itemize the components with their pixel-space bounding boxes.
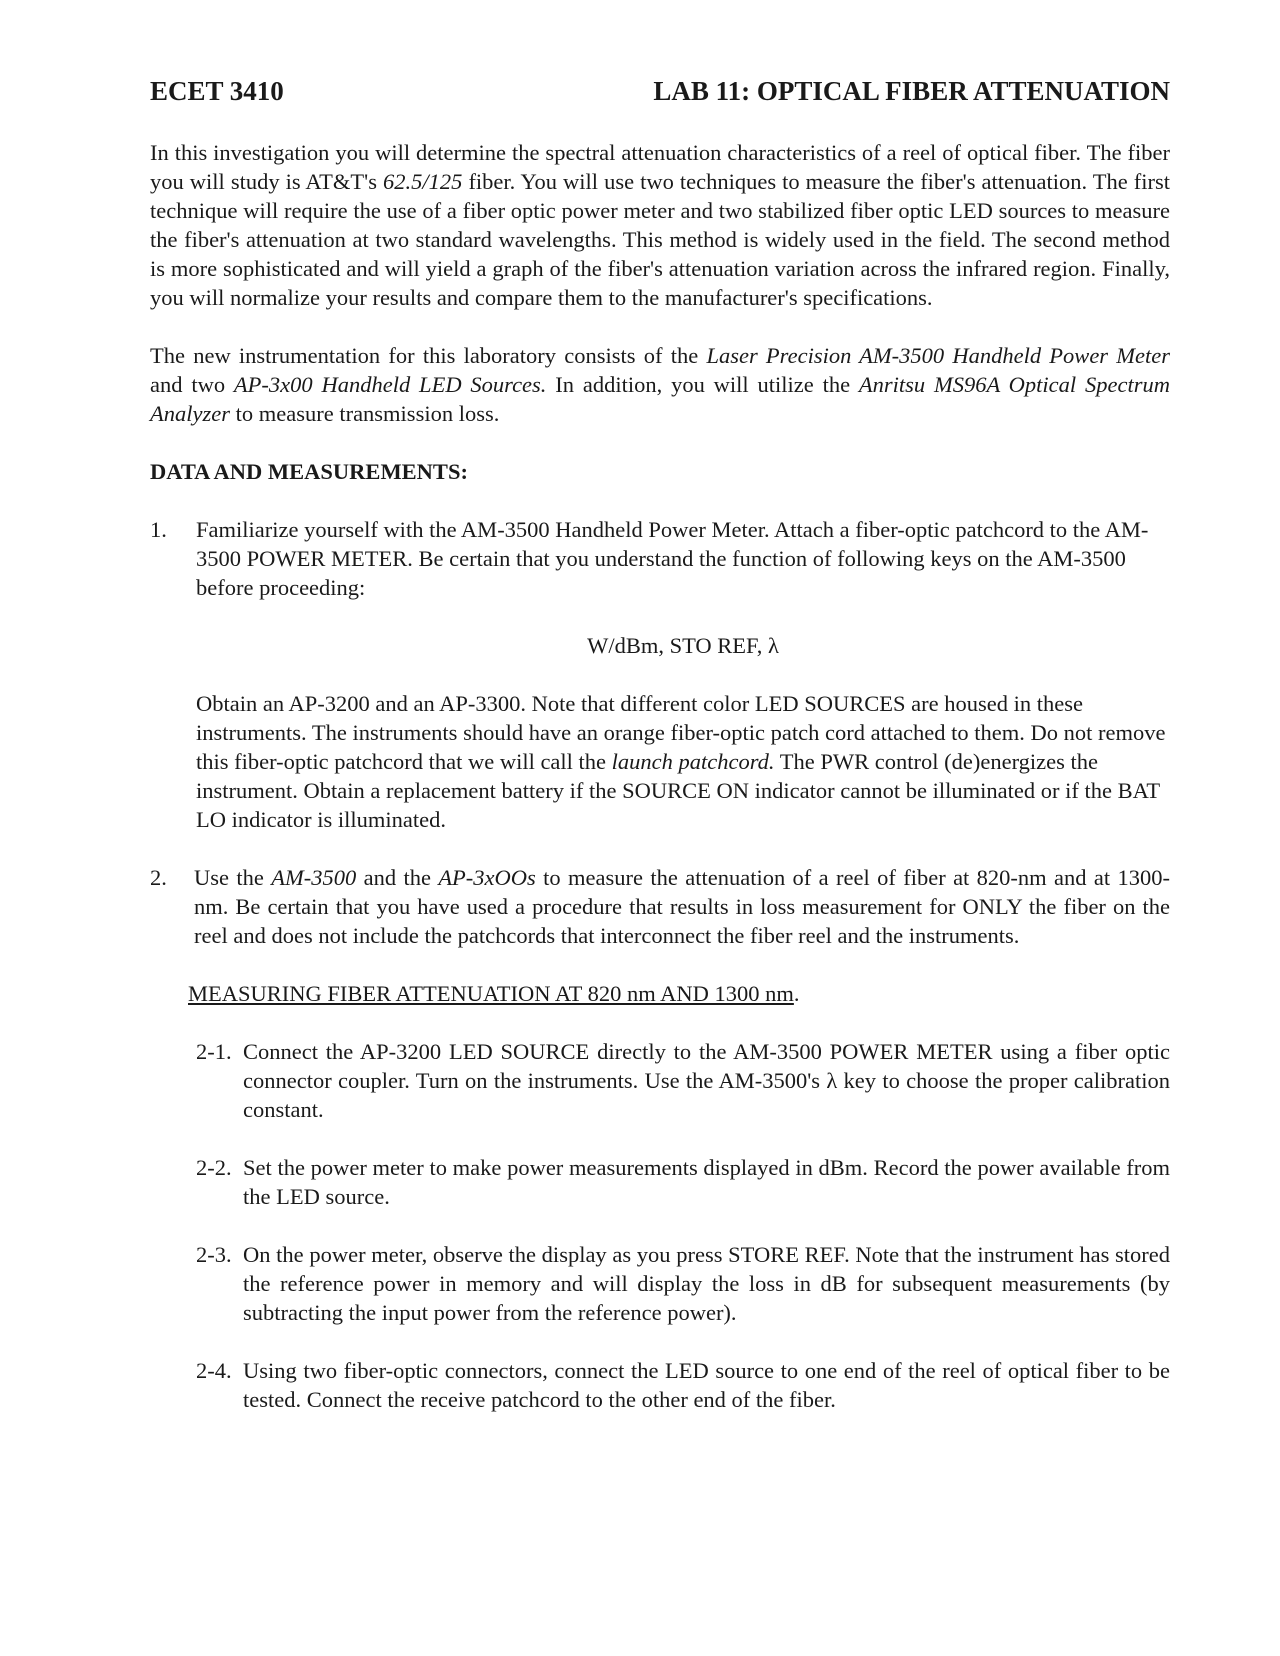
intro-text: fiber. You will use two techniques to measure the fiber's attenuation. The first technique will require the use of a fiber optic power meter and two stabilized fiber optic LED sources to measure the fiber's attenuation at two standard wavelengths. This method is widely used in the field. The second method is more sophisticated and will yield a graph of the fiber's attenuation variation across the infrared region. Finally, you will normalize your results and compare them to the manufacturer's specifications. <box>150 169 1170 310</box>
list-number: 1. <box>150 517 167 542</box>
key-list: W/dBm, STO REF, λ <box>587 633 779 658</box>
step-2-3 <box>196 1240 1170 1327</box>
item1-paragraph-2 <box>196 689 1170 834</box>
step-text: Connect the AP-3200 LED SOURCE directly to the AM-3500 POWER METER using a fiber optic connector coupler. Turn on the instruments. Use the AM-3500's λ key to choose the proper calibration constant. <box>243 1039 1170 1122</box>
step-2-2 <box>196 1153 1170 1211</box>
course-code: ECET 3410 <box>150 76 284 106</box>
item-text: The PWR control (de)energizes the instrument. Obtain a replacement battery if the SOURCE ON indicator cannot be illuminated or if the BAT LO indicator is illuminated. <box>196 749 1160 832</box>
subsection-heading <box>188 979 1170 1008</box>
subsection-period: . <box>793 981 800 1006</box>
intro-text: In addition, you will utilize the <box>546 372 859 397</box>
subsection-title: MEASURING FIBER ATTENUATION AT 820 nm AND 1300 nm <box>188 981 794 1006</box>
item-text: to measure the attenuation of a reel of fiber at 820-nm and at 1300-nm. Be certain that you have used a procedure that results in loss measurement for ONLY the fiber on the reel and does not include the patchcords that interconnect the fiber reel and the instruments. <box>194 865 1171 948</box>
step-text: Using two fiber-optic connectors, connect the LED source to one end of the reel of optical fiber to be tested. Connect the receive patchcord to the other end of the fiber. <box>243 1358 1170 1412</box>
intro-text: In this investigation you will determine the spectral attenuation characteristics of a reel of optical fiber. The fiber you will study is AT&T's <box>150 140 1170 194</box>
lab-title: LAB 11: OPTICAL FIBER ATTENUATION <box>653 76 1170 106</box>
step-number: 2-4. <box>196 1358 232 1383</box>
list-item-2 <box>150 863 1170 950</box>
intro-text: and two <box>150 372 234 397</box>
intro-text: The new instrumentation for this laboratory consists of the <box>150 343 707 368</box>
step-2-4 <box>196 1356 1170 1414</box>
item-text: Use the <box>194 865 272 890</box>
step-2-1 <box>196 1037 1170 1124</box>
fiber-type: 62.5/125 <box>383 169 463 194</box>
intro-paragraph-1 <box>150 138 1170 312</box>
page-header <box>150 74 1170 108</box>
item-text: Obtain an AP-3200 and an AP-3300. Note that different color LED SOURCES are housed in these instruments. The instruments should have an orange fiber-optic patch cord attached to them. Do not remove this fiber-optic patchcord that we will call the <box>196 691 1166 774</box>
instrument-name: AP-3xOOs <box>438 865 536 890</box>
step-text: Set the power meter to make power measurements displayed in dBm. Record the power available from the LED source. <box>243 1155 1170 1209</box>
list-number: 2. <box>150 865 167 890</box>
instrument-name: AP-3x00 Handheld LED Sources. <box>233 372 547 397</box>
term-launch-patchcord: launch patchcord. <box>611 749 775 774</box>
item2-text <box>194 863 1170 950</box>
instrument-name: AM-3500 <box>271 865 357 890</box>
intro-text: to measure transmission loss. <box>229 401 500 426</box>
step-text: On the power meter, observe the display as you press STORE REF. Note that the instrument has stored the reference power in memory and will display the loss in dB for subsequent measurements (by subtracting the input power from the reference power). <box>243 1242 1170 1325</box>
instrument-name: Anritsu MS96A Optical Spectrum Analyzer <box>150 372 1170 426</box>
step-number: 2-3. <box>196 1242 232 1267</box>
intro-paragraph-2 <box>150 341 1170 428</box>
list-item-1 <box>150 515 1170 834</box>
document-page <box>150 74 1170 1414</box>
step-number: 2-1. <box>196 1039 232 1064</box>
step-number: 2-2. <box>196 1155 232 1180</box>
item1-text: Familiarize yourself with the AM-3500 Handheld Power Meter. Attach a fiber-optic patchcord to the AM-3500 POWER METER. Be certain that you understand the function of following keys on the AM-3500 before proceeding: <box>196 517 1149 600</box>
instrument-name: Laser Precision AM-3500 Handheld Power Meter <box>706 343 1171 368</box>
item-text: and the <box>356 865 439 890</box>
section-heading: DATA AND MEASUREMENTS: <box>150 459 468 484</box>
